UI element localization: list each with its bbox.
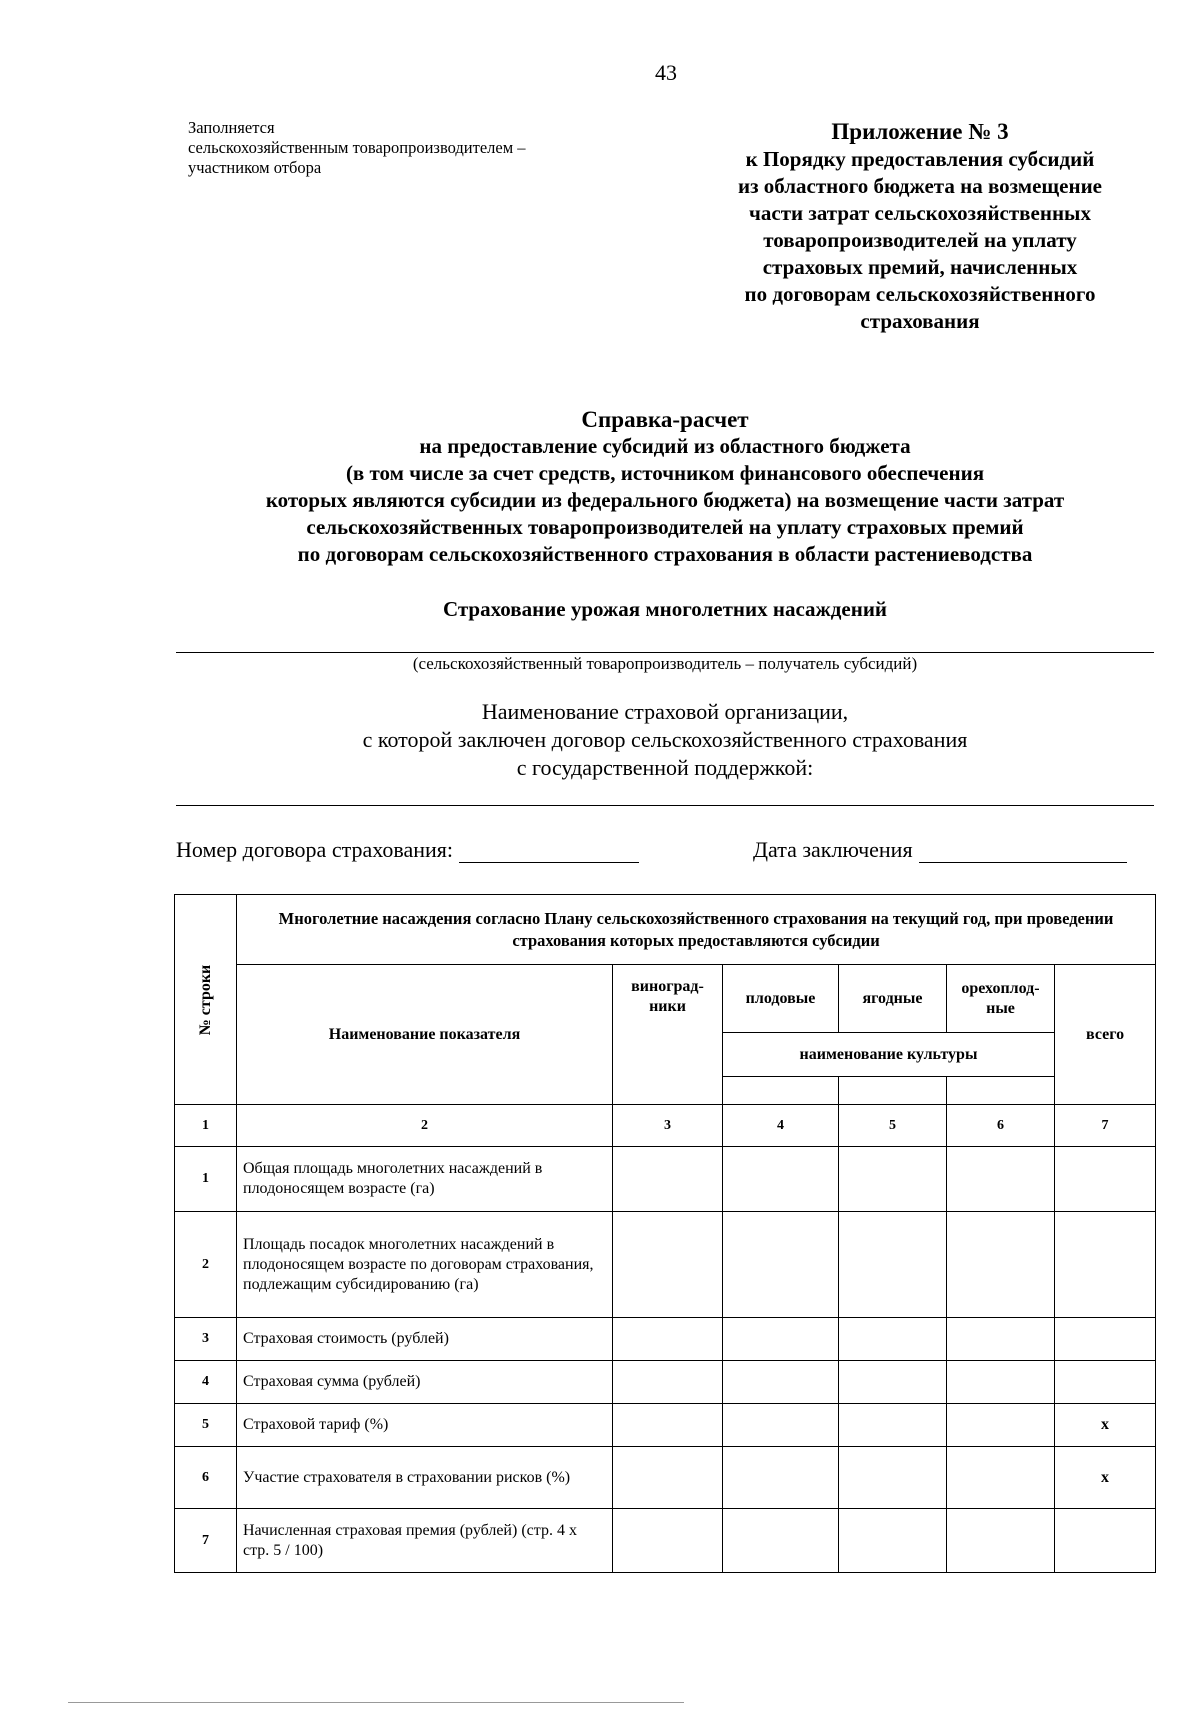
filled-by-line: участником отбора — [188, 158, 322, 177]
column-number: 2 — [237, 1105, 613, 1147]
heading-line: которых являются субсидии из федерального бюджета) на возмещение части затрат — [265, 488, 1065, 512]
filled-by-line: сельскохозяйственным товаропроизводителем – — [188, 138, 526, 157]
contract-number-label: Номер договора страхования: — [176, 837, 454, 862]
total-header: всего — [1055, 965, 1156, 1105]
appendix-title: Приложение № 3 — [831, 119, 1009, 144]
total-cell — [1055, 1361, 1156, 1404]
row-number: 2 — [175, 1212, 237, 1318]
recipient-blank-line — [176, 652, 1154, 653]
row-label: Начисленная страховая премия (рублей) (стр. 4 х стр. 5 / 100) — [237, 1509, 613, 1573]
filled-by-note — [188, 118, 526, 178]
row-label: Площадь посадок многолетних насаждений в плодоносящем возрасте по договорам страхования, подлежащим субсидированию (га) — [237, 1212, 613, 1318]
row-number: 5 — [175, 1404, 237, 1447]
value-cell — [947, 1147, 1055, 1212]
value-cell — [947, 1509, 1055, 1573]
value-cell — [613, 1509, 723, 1573]
insurer-blank-line — [176, 805, 1154, 806]
value-cell — [723, 1212, 839, 1318]
column-number: 4 — [723, 1105, 839, 1147]
appendix-line: страховых премий, начисленных — [762, 255, 1078, 279]
table-row — [175, 1361, 1156, 1404]
culture-name-cell — [839, 1077, 947, 1105]
column-number: 1 — [175, 1105, 237, 1147]
table-row — [175, 1318, 1156, 1361]
row-label: Страховая сумма (рублей) — [237, 1361, 613, 1404]
berry-header: ягодные — [839, 965, 947, 1033]
value-cell — [947, 1447, 1055, 1509]
row-number: 3 — [175, 1318, 237, 1361]
column-number: 5 — [839, 1105, 947, 1147]
value-cell — [613, 1212, 723, 1318]
table-row — [175, 1447, 1156, 1509]
value-cell — [839, 1318, 947, 1361]
culture-name-cell — [947, 1077, 1055, 1105]
total-cell — [1055, 1212, 1156, 1318]
appendix-line: по договорам сельскохозяйственного — [744, 282, 1096, 306]
appendix-block — [690, 118, 1150, 335]
row-number: 4 — [175, 1361, 237, 1404]
value-cell — [613, 1318, 723, 1361]
row-label: Страховой тариф (%) — [237, 1404, 613, 1447]
contract-number-field — [176, 837, 639, 863]
value-cell — [723, 1318, 839, 1361]
value-cell — [723, 1404, 839, 1447]
insurer-line: с государственной поддержкой: — [516, 755, 814, 780]
heading-line: на предоставление субсидий из областного бюджета — [419, 434, 911, 458]
value-cell — [839, 1147, 947, 1212]
row-number-header — [175, 895, 237, 1105]
total-cell — [1055, 1509, 1156, 1573]
column-number: 6 — [947, 1105, 1055, 1147]
culture-name-cell — [723, 1077, 839, 1105]
total-cell — [1055, 1147, 1156, 1212]
value-cell — [947, 1404, 1055, 1447]
contract-date-label: Дата заключения — [753, 837, 913, 862]
main-header: Многолетние насаждения согласно Плану сельскохозяйственного страхования на текущий год, при проведении страхования которых предоставляются субсидии — [237, 895, 1156, 965]
heading-line: по договорам сельскохозяйственного страхования в области растениеводства — [297, 542, 1033, 566]
contract-date-field — [753, 837, 1127, 863]
insurer-block — [176, 698, 1154, 782]
row-number: 6 — [175, 1447, 237, 1509]
table-row — [175, 1147, 1156, 1212]
value-cell — [723, 1361, 839, 1404]
calculation-table — [174, 894, 1156, 1573]
value-cell — [723, 1447, 839, 1509]
value-cell — [613, 1447, 723, 1509]
indicator-header: Наименование показателя — [237, 965, 613, 1105]
value-cell — [723, 1147, 839, 1212]
appendix-line: части затрат сельскохозяйственных — [749, 201, 1091, 225]
appendix-line: товаропроизводителей на уплату — [763, 228, 1077, 252]
row-number: 1 — [175, 1147, 237, 1212]
nut-header: орехоплод-ные — [947, 965, 1055, 1033]
column-number: 7 — [1055, 1105, 1156, 1147]
contract-number-blank — [459, 840, 639, 863]
recipient-caption: (сельскохозяйственный товаропроизводитель – получатель субсидий) — [412, 654, 918, 673]
heading-line: (в том числе за счет средств, источником финансового обеспечения — [345, 461, 985, 485]
table-row — [175, 1404, 1156, 1447]
document-title: Справка-расчет — [581, 407, 749, 432]
value-cell — [613, 1147, 723, 1212]
value-cell — [839, 1212, 947, 1318]
column-number: 3 — [613, 1105, 723, 1147]
page-number: 43 — [655, 60, 677, 85]
value-cell — [947, 1361, 1055, 1404]
row-label: Общая площадь многолетних насаждений в плодоносящем возрасте (га) — [237, 1147, 613, 1212]
value-cell — [947, 1318, 1055, 1361]
value-cell — [839, 1509, 947, 1573]
total-cell: х — [1055, 1447, 1156, 1509]
row-label: Страховая стоимость (рублей) — [237, 1318, 613, 1361]
document-heading — [130, 406, 1200, 568]
scan-edge-line — [68, 1702, 684, 1703]
value-cell — [839, 1447, 947, 1509]
contract-date-blank — [919, 840, 1127, 863]
appendix-line: страхования — [860, 309, 980, 333]
row-number: 7 — [175, 1509, 237, 1573]
appendix-line: к Порядку предоставления субсидий — [745, 147, 1095, 171]
value-cell — [723, 1509, 839, 1573]
fruit-header: плодовые — [723, 965, 839, 1033]
row-number-header-text: № строки — [196, 964, 214, 1035]
filled-by-line: Заполняется — [188, 118, 275, 137]
table-row — [175, 1212, 1156, 1318]
value-cell — [613, 1361, 723, 1404]
total-cell — [1055, 1318, 1156, 1361]
value-cell — [947, 1212, 1055, 1318]
appendix-line: из областного бюджета на возмещение — [738, 174, 1102, 198]
value-cell — [613, 1404, 723, 1447]
insurer-line: с которой заключен договор сельскохозяйственного страхования — [362, 727, 968, 752]
value-cell — [839, 1404, 947, 1447]
table-row — [175, 1509, 1156, 1573]
insurer-line: Наименование страховой организации, — [481, 699, 849, 724]
heading-line: сельскохозяйственных товаропроизводителей на уплату страховых премий — [306, 515, 1024, 539]
value-cell — [839, 1361, 947, 1404]
vineyards-header: виноград-ники — [613, 965, 723, 1105]
culture-name-header: наименование культуры — [723, 1033, 1055, 1077]
total-cell: х — [1055, 1404, 1156, 1447]
row-label: Участие страхователя в страховании рисков (%) — [237, 1447, 613, 1509]
document-subtitle: Страхование урожая многолетних насаждений — [442, 597, 888, 621]
